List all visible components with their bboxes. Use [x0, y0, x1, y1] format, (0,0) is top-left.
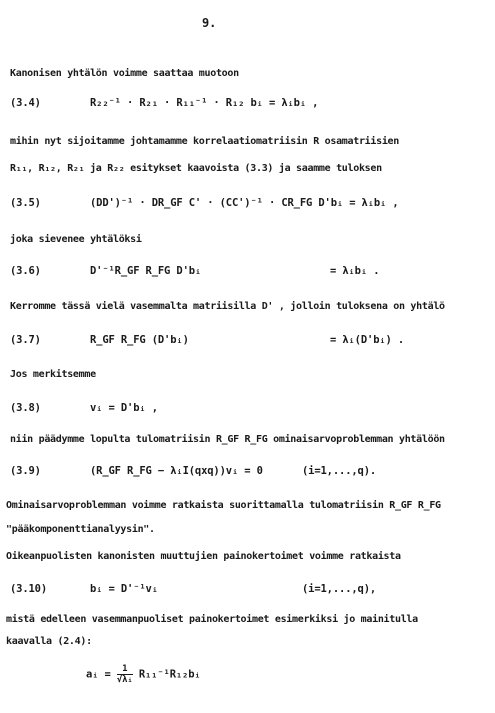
equation: bᵢ = D'⁻¹vᵢ: [90, 583, 158, 595]
equation: R₂₂⁻¹ · R₂₁ · R₁₁⁻¹ · R₁₂ bᵢ = λᵢbᵢ ,: [90, 97, 319, 109]
equation-rhs: (i=1,...,q),: [302, 583, 377, 595]
equation-number: (3.6): [10, 265, 41, 277]
equation-number: (3.10): [10, 583, 48, 595]
fraction-denominator: √λᵢ: [116, 675, 133, 685]
text-line: kaavalla (2.4):: [6, 636, 92, 647]
text-line: mihin nyt sijoitamme johtamamme korrelaatiomatriisin R osamatriisien: [10, 136, 399, 147]
equation: (DD')⁻¹ · DR_GF C' · (CC')⁻¹ · CR_FG D'bᵢ = λᵢbᵢ ,: [90, 197, 399, 209]
equation-number: (3.9): [10, 465, 41, 477]
equation-rhs: (i=1,...,q).: [302, 465, 377, 477]
text-line: R₁₁, R₁₂, R₂₁ ja R₂₂ esitykset kaavoista (3.3) ja saamme tuloksen: [10, 163, 382, 174]
fraction: [117, 664, 133, 685]
equation-number: (3.8): [10, 402, 41, 414]
text-line: "pääkomponenttianalyysin".: [6, 524, 155, 535]
fraction-numerator: 1: [117, 664, 133, 675]
page-number: 9.: [202, 16, 217, 30]
equation-number: (3.5): [10, 197, 41, 209]
equation: D'⁻¹R_GF R_FG D'bᵢ: [90, 265, 202, 277]
equation-rhs: = λᵢbᵢ .: [330, 265, 380, 277]
equation-number: (3.4): [10, 97, 41, 109]
final-equation: [86, 664, 201, 685]
equation-rhs: = λᵢ(D'bᵢ) .: [330, 334, 405, 346]
text-line: Jos merkitsemme: [10, 369, 96, 380]
equation: R_GF R_FG (D'bᵢ): [90, 334, 189, 346]
text-line: Kerromme tässä vielä vasemmalta matriisilla D' , jolloin tuloksena on yhtälö: [10, 301, 445, 312]
final-equation-lhs: aᵢ =: [86, 668, 111, 681]
equation: vᵢ = D'bᵢ ,: [90, 402, 158, 414]
text-line: joka sievenee yhtälöksi: [10, 234, 142, 245]
text-line: mistä edelleen vasemmanpuoliset painokertoimet esimerkiksi jo mainitulla: [6, 614, 418, 625]
equation: (R_GF R_FG − λᵢI(qxq))vᵢ = 0: [90, 465, 263, 477]
text-line: Ominaisarvoproblemman voimme ratkaista suorittamalla tulomatriisin R_GF R_FG: [6, 500, 441, 511]
text-line: niin päädymme lopulta tulomatriisin R_GF R_FG ominaisarvoproblemman yhtälöön: [10, 434, 445, 445]
text-line: Kanonisen yhtälön voimme saattaa muotoon: [10, 68, 239, 79]
text-line: Oikeanpuolisten kanonisten muuttujien painokertoimet voimme ratkaista: [6, 551, 401, 562]
equation-number: (3.7): [10, 334, 41, 346]
final-equation-rhs: R₁₁⁻¹R₁₂bᵢ: [138, 668, 201, 681]
